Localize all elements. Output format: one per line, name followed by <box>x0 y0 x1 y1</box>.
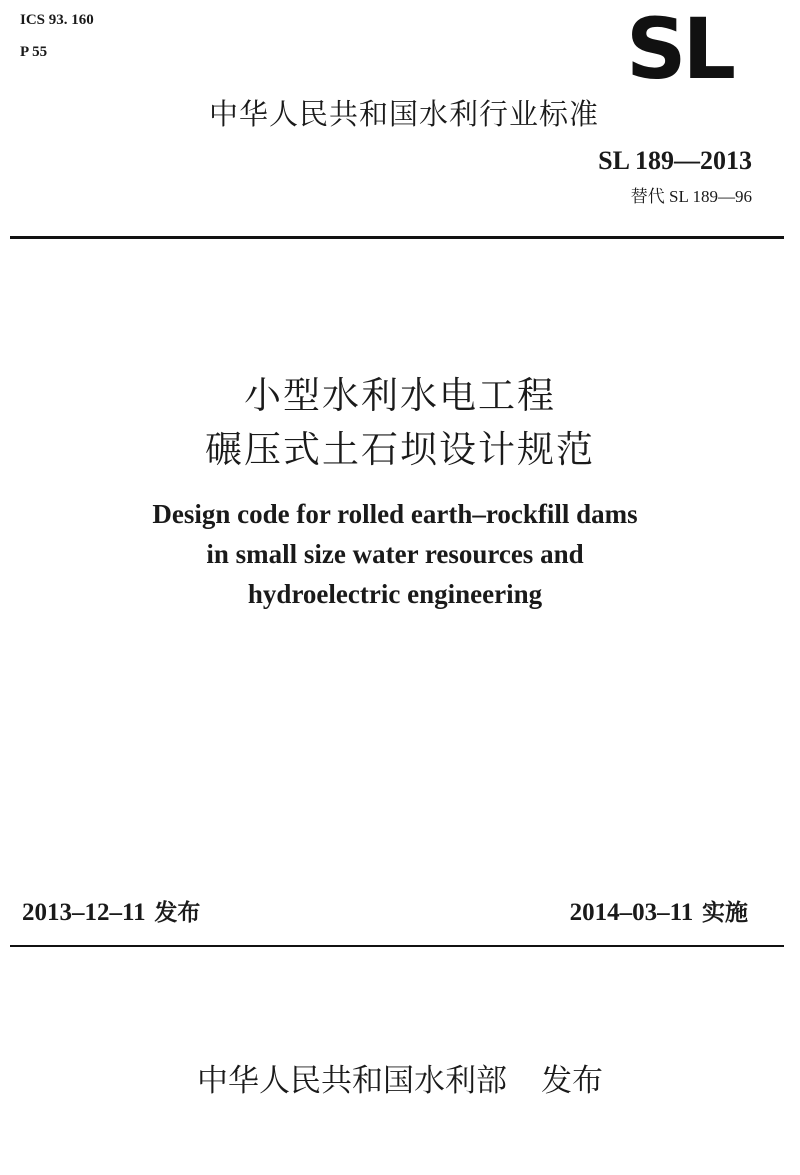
publisher-label: 发布 <box>541 1063 603 1099</box>
issue-date-value: 2013–12–11 <box>22 899 146 926</box>
implementation-date <box>570 894 748 927</box>
standard-number: SL 189—2013 <box>598 146 752 175</box>
top-divider <box>10 236 784 239</box>
industry-standard-heading: 中华人民共和国水利行业标准 <box>208 97 599 131</box>
issue-date-label: 发布 <box>154 900 201 926</box>
replaces-standard: 替代 SL 189—96 <box>630 187 752 206</box>
title-en-line-3: hydroelectric engineering <box>247 579 543 609</box>
classification-code: P 55 <box>20 44 48 60</box>
title-cn-line-2: 碾压式土石坝设计规范 <box>205 428 595 471</box>
bottom-divider <box>10 945 784 947</box>
implementation-date-label: 实施 <box>702 900 748 926</box>
sl-logo: SL <box>626 0 733 98</box>
implementation-date-value: 2014–03–11 <box>569 899 694 926</box>
ics-code: ICS 93. 160 <box>20 12 94 28</box>
publisher-name: 中华人民共和国水利部 <box>197 1063 507 1099</box>
issue-date <box>22 894 200 927</box>
title-en <box>0 494 790 614</box>
title-en-line-2: in small size water resources and <box>206 539 584 569</box>
publisher <box>0 1055 800 1100</box>
title-cn-line-1: 小型水利水电工程 <box>244 374 556 417</box>
title-en-line-1: Design code for rolled earth–rockfill dams <box>152 499 638 529</box>
